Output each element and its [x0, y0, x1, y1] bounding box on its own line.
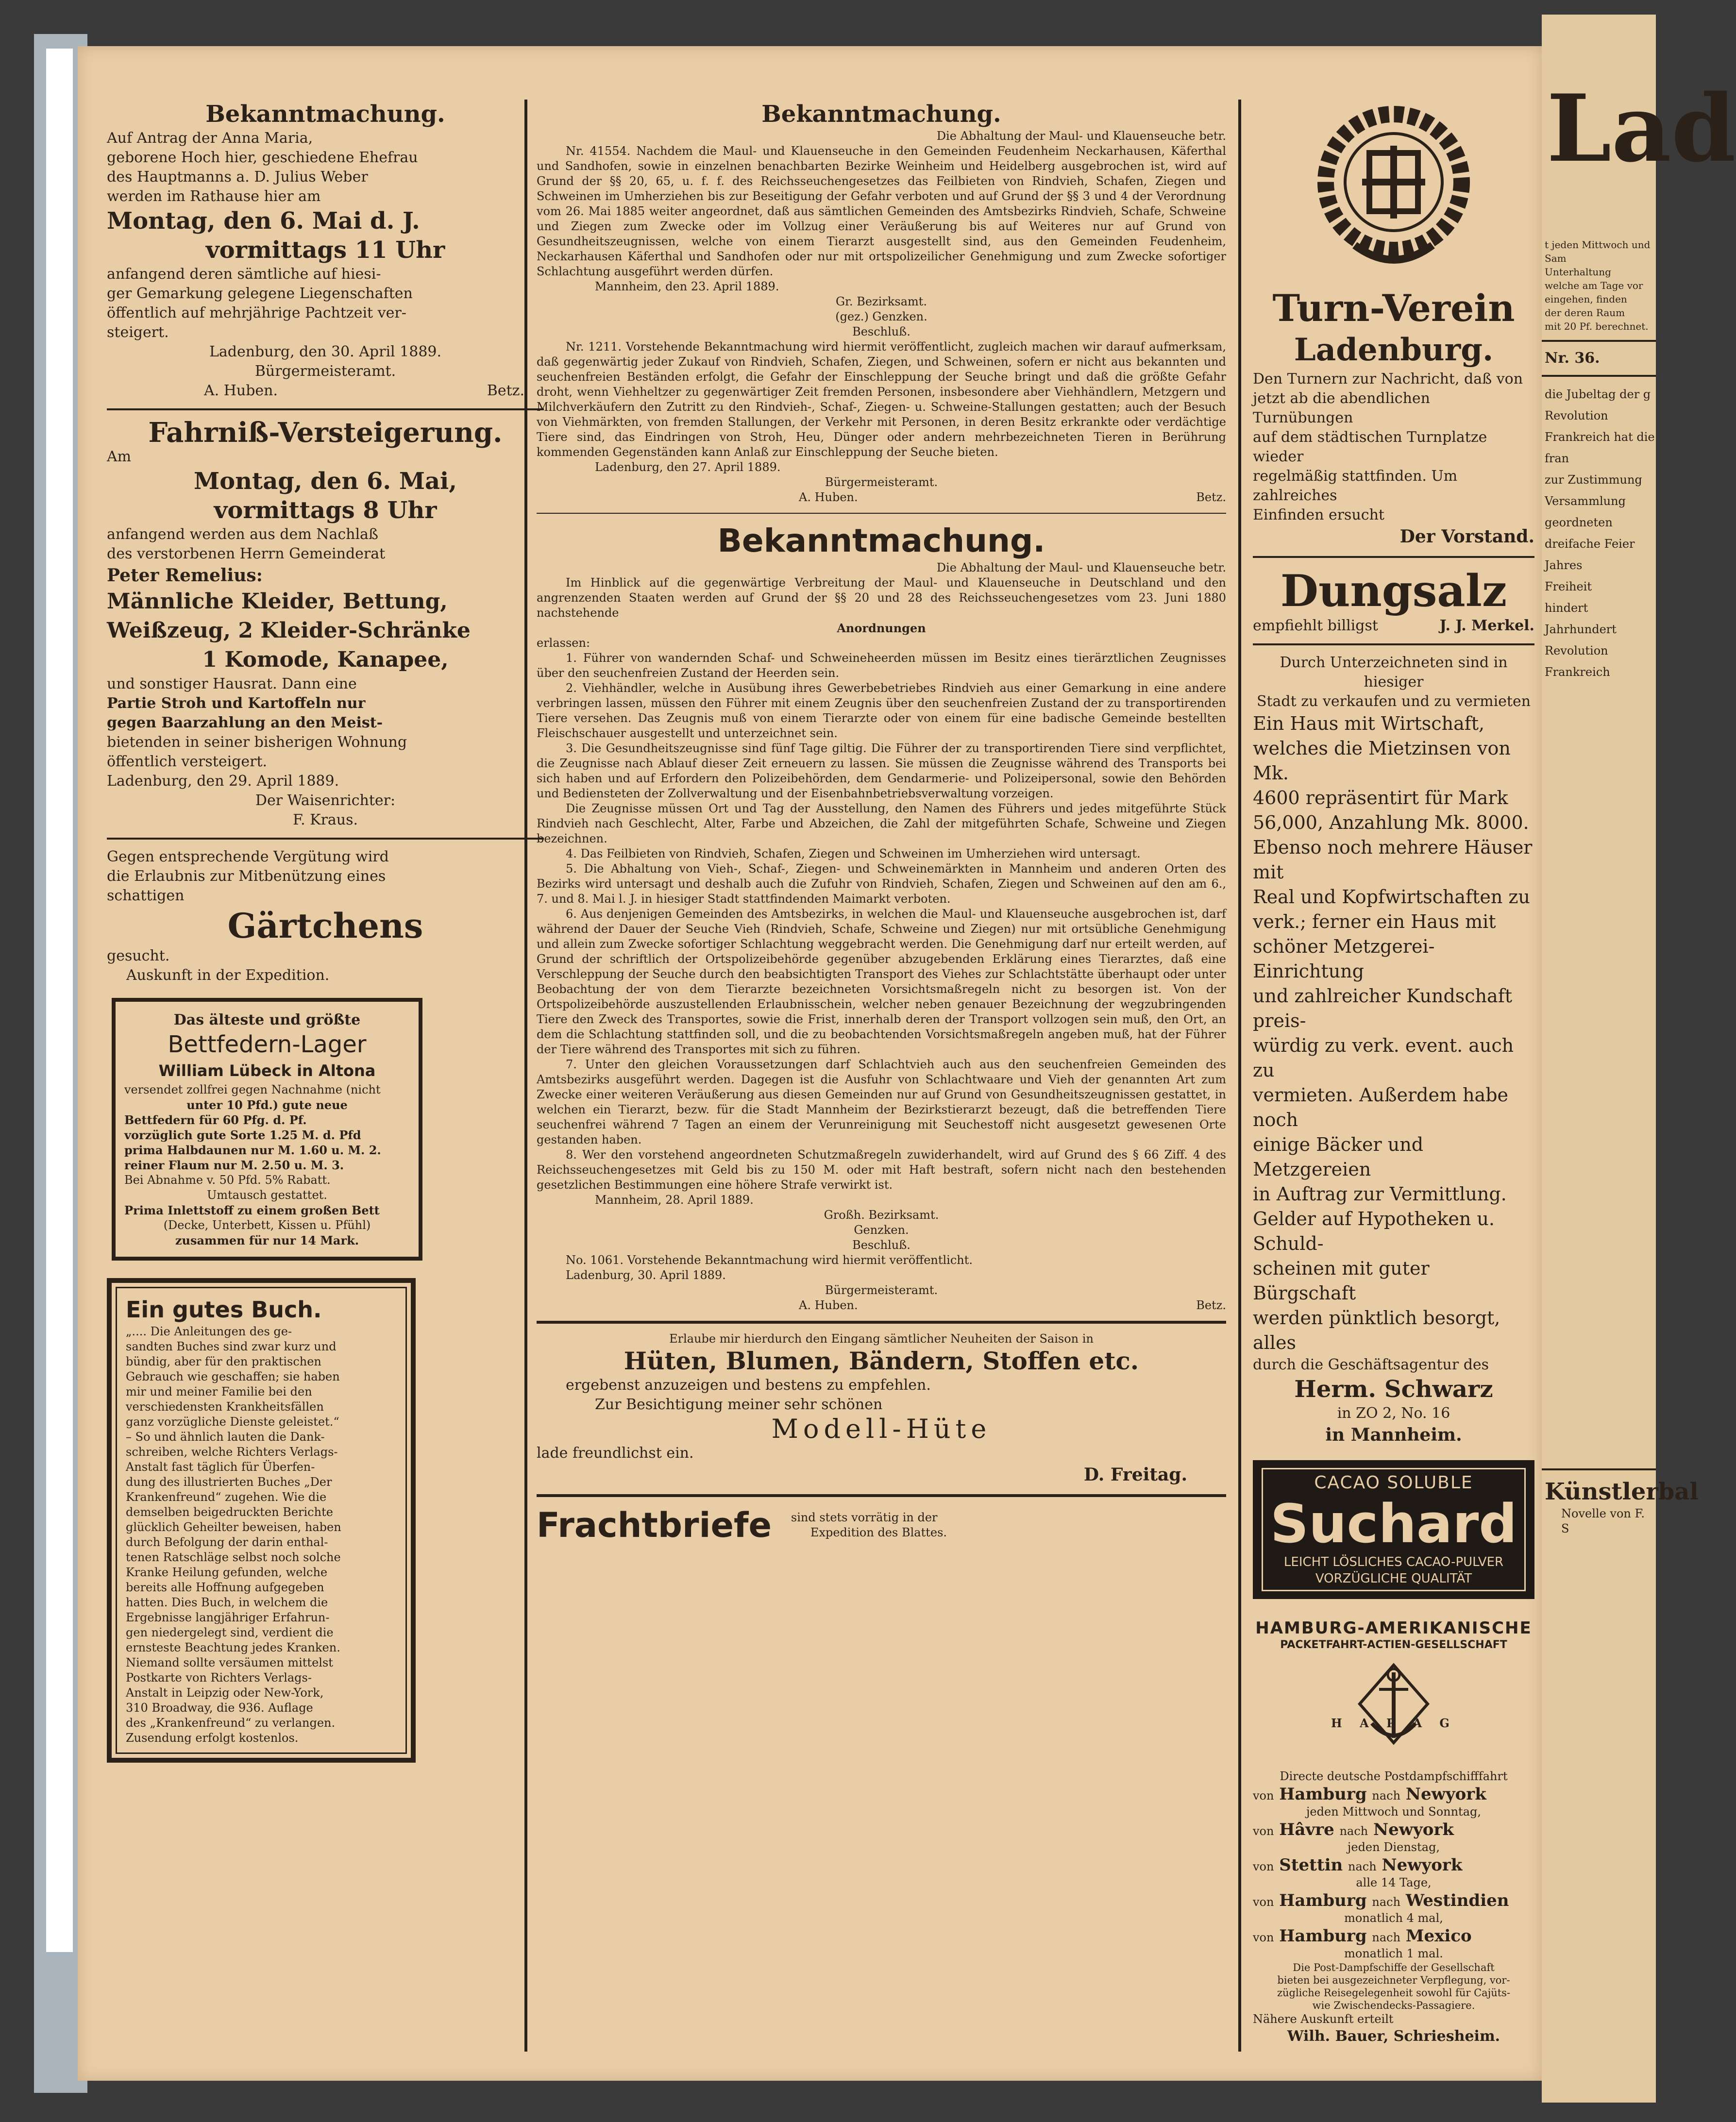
text-line: in Auftrag zur Vermittlung. [1253, 1183, 1507, 1205]
text-line: Am [107, 448, 132, 465]
notice-title: Fahrniß-Versteigerung. [148, 417, 503, 449]
text-line: Gegen entsprechende Vergütung wird [107, 848, 389, 865]
ad-headline: Frachtbriefe [537, 1505, 772, 1545]
text-line: Jahres [1545, 558, 1583, 572]
text-line: nach [1372, 1931, 1401, 1944]
column-right [1253, 100, 1534, 2046]
text-line: von [1253, 1895, 1274, 1909]
text-line: 310 Broadway, die 936. Auflage [126, 1701, 313, 1715]
ad-waybills [537, 1505, 1226, 1546]
text-line: Auf Antrag der Anna Maria, [107, 130, 313, 147]
notice-subject: Die Abhaltung der Maul- und Klauenseuche betr. [936, 561, 1226, 574]
ad-bedfeathers [112, 998, 422, 1261]
text-line: zügliche Reisegelegenheit sowohl für Cajüts- [1277, 1987, 1511, 1999]
ad-address: in ZO 2, No. 16 [1337, 1405, 1450, 1422]
text-line: des Hauptmanns a. D. Julius Weber [107, 168, 368, 185]
ad-headline: Dungsalz [1280, 565, 1507, 617]
text-line: tenen Ratschläge selbst noch solche [126, 1550, 341, 1564]
ad-garden [107, 847, 544, 985]
newspaper-page [78, 46, 1542, 2081]
text-line: Ergebnisse langjähriger Erfahrun- [126, 1611, 330, 1624]
route-origin: Hamburg [1279, 1891, 1367, 1910]
text-line: Freiheit [1545, 580, 1592, 593]
text-line: Krankenfreund“ zugehen. Wie die [126, 1490, 327, 1504]
text-line: „.... Die Anleitungen des ge- [126, 1325, 292, 1338]
column-middle [537, 100, 1226, 1546]
text-line: bieten bei ausgezeichneter Verpflegung, vor- [1277, 1974, 1510, 1986]
text-line: Den Turnern zur Nachricht, daß von [1253, 371, 1523, 387]
text-line: regelmäßig stattfinden. Um zahlreiches [1253, 468, 1458, 504]
route-item [1253, 1890, 1534, 1926]
ad-signature: D. Freitag. [1083, 1465, 1187, 1485]
notice-office: Gr. Bezirksamt. [835, 295, 927, 308]
text-line: Ein Haus mit Wirtschaft, [1253, 713, 1485, 734]
notice-place: Mannheim, den 23. April 1889. [595, 280, 779, 293]
text-line: von [1253, 1931, 1274, 1944]
notice-office: Bürgermeisteramt. [825, 475, 938, 489]
ad-book [107, 1278, 416, 1763]
ad-text-large [1253, 711, 1534, 1375]
notice-disease-1 [537, 100, 1226, 505]
binding-paper-edge [46, 49, 73, 1952]
notice-office: Der Waisenrichter: [255, 792, 396, 809]
ad-headline: Modell-Hüte [771, 1414, 992, 1444]
text-line: mir und meiner Familie bei den [126, 1385, 312, 1398]
text-line: die Jubeltag der g [1545, 387, 1651, 401]
text-line: sandten Buches sind zwar kurz und [126, 1340, 337, 1353]
text-line: durch Befolgung der darin enthal- [126, 1535, 328, 1549]
route-item [1253, 1784, 1534, 1819]
text-line: Zusendung erfolgt kostenlos. [126, 1731, 299, 1745]
ad-fertilizer [1253, 566, 1534, 636]
ordinance-heading: Anordnungen [837, 621, 926, 635]
ad-text [126, 1324, 397, 1746]
ordinance-item: 5. Die Abhaltung von Vieh-, Schaf-, Ziegen- und Schweinemärkten in Mannheim und anderen Orten des Bezirks wird untersagt und deshalb auch die Zufuhr von Rindvieh, Schafen, Ziegen und Schweinen auf den am 6., 7. und 8. Mai l. J. in hiesiger Stadt stattfindenden Maimarkt verboten. [537, 862, 1226, 906]
ad-text [1253, 653, 1534, 711]
text-line: Anstalt fast täglich für Überfen- [126, 1460, 315, 1474]
route-origin: Hamburg [1279, 1785, 1367, 1804]
notice-subject: Die Abhaltung der Maul- und Klauenseuche betr. [936, 129, 1226, 143]
route-origin: Hamburg [1279, 1926, 1367, 1946]
ad-headline: Bettfedern-Lager [168, 1031, 367, 1058]
route-destination: Newyork [1373, 1820, 1454, 1839]
route-destination: Mexico [1405, 1926, 1472, 1946]
text-line: Partie Stroh und Kartoffeln nur [107, 695, 366, 712]
article-text [1542, 384, 1656, 683]
column-left [107, 100, 544, 1763]
ordinance-item: 6. Aus denjenigen Gemeinden des Amtsbezirks, in welchen die Maul- und Klauenseuche ausgebrochen ist, darf während der Dauer der Seuche Vieh (Rindvieh, Schafe, Schweine und Ziegen) nur mit ortsübliche Genehmigung und allein zum Zwecke sofortiger Schlachtung weggebracht werden. Die Genehmigung darf nur erteilt werden, auf Grund der schriftlich der Ortspolizeibehörde gegenüber abzugebenden Erklärung eines Tierarztes, daß eine Verschleppung der Seuche durch den beabsichtigten Transport des Viehes zur Schlachtstätte überhaupt oder unter Beobachtung der von dem Tierarzte bezeichneten Vorsichtsmaßregeln nicht zu besorgen ist. Von der Ortspolizeibehörde auszustellenden Erlaubnisschein, welcher neben genauer Bezeichnung der wegzubringenden Tiere den Zweck des Transportes, sowie die Frist, innerhalb deren der Transport vollzogen sein muß, den Ort, an dem die Schlachtung stattfinden soll, und die zu beobachtenden Vorsichtsmaßregeln angeben muß, hat der Führer der Tiere während des Transportes mit sich zu führen. [537, 907, 1226, 1056]
ad-text [1253, 370, 1534, 525]
auction-items: Männliche Kleider, Bettung, [107, 589, 448, 614]
ad-subheadline: Ladenburg. [1294, 332, 1494, 368]
ad-company: William Lübeck in Altona [158, 1061, 376, 1080]
text-line: zur Zustimmung [1545, 473, 1642, 487]
text-line: öffentlich auf mehrjährige Pachtzeit ver- [107, 304, 406, 321]
route-item [1253, 1855, 1534, 1890]
ad-headline: Gärtchens [227, 906, 423, 946]
ad-book-inner [116, 1287, 407, 1754]
ad-text [107, 847, 544, 906]
anchor-icon [1345, 1655, 1442, 1752]
notice-place: Ladenburg, den 29. April 1889. [107, 773, 339, 790]
text-line: werden pünktlich besorgt, alles [1253, 1307, 1500, 1353]
divider [1253, 643, 1534, 645]
ad-text [107, 946, 544, 985]
text-line: und zahlreicher Kundschaft preis- [1253, 985, 1513, 1031]
ad-text: Erlaube mir hierdurch den Eingang sämtlicher Neuheiten der Saison in [669, 1332, 1094, 1346]
notice-auction [107, 418, 544, 830]
signature: A. Huben. [204, 382, 278, 399]
serial-author: Novelle von F. S [1561, 1507, 1645, 1535]
text-line: dreifache Feier [1545, 537, 1635, 551]
text-line: glücklich Geheilter beweisen, haben [126, 1520, 341, 1534]
text-line: Prima Inlettstoff zu einem großen Bett [124, 1203, 380, 1217]
divider [537, 513, 1226, 514]
divider [1542, 375, 1656, 377]
text-line: vermieten. Außerdem habe noch [1253, 1084, 1509, 1130]
ad-text: lade freundlichst ein. [537, 1445, 694, 1462]
signature: Betz. [1196, 490, 1226, 504]
route-frequency: jeden Dienstag, [1347, 1840, 1440, 1854]
text-line: schöner Metzgerei-Einrichtung [1253, 936, 1435, 982]
route-destination: Newyork [1382, 1855, 1463, 1875]
text-line: von [1253, 1789, 1274, 1802]
ad-city: in Mannheim. [1325, 1425, 1462, 1445]
text-line: Versammlung [1545, 494, 1626, 508]
ordinance-item: 3. Die Gesundheitszeugnisse sind fünf Tage giltig. Die Führer der zu transportirenden Tiere sind verpflichtet, die Zeugnisse nach Ablauf dieser Zeit erneuern zu lassen. Sie müssen die Zeugnisse während des Transports bei sich haben und auf Erfordern den Polizeibehörden, dem Gendarmerie- und Polizeipersonal, sowie den Behörden und Bediensteten der Zollverwaltung und der Eisenbahnbetriebsverwaltung vorzeigen. [537, 741, 1226, 800]
text-line: bündig, aber für den praktischen [126, 1355, 321, 1368]
text-line: Frankreich hat die fran [1545, 430, 1655, 465]
text-line: nach [1339, 1824, 1368, 1838]
notice-text [107, 265, 544, 342]
text-line: Bei Abnahme v. 50 Pfd. 5% Rabatt. [124, 1173, 331, 1187]
ad-suchard [1253, 1460, 1534, 1599]
notice-title: Bekanntmachung. [717, 522, 1045, 559]
text-line: Durch Unterzeichneten sind in hiesiger [1280, 654, 1508, 690]
ad-text [124, 1082, 410, 1248]
ad-hats [537, 1331, 1226, 1486]
text-line: Bettfedern für 60 Pfg. d. Pf. [124, 1113, 307, 1127]
ad-tagline: Das älteste und größte [173, 1011, 361, 1028]
signature: A. Huben. [799, 1298, 858, 1312]
ad-signature: Herm. Schwarz [1294, 1376, 1493, 1403]
route-frequency: monatlich 4 mal, [1344, 1911, 1443, 1925]
text-line: 56,000, Anzahlung Mk. 8000. [1253, 812, 1529, 833]
text-line: geordneten [1545, 516, 1613, 529]
text-line: hatten. Dies Buch, in welchem die [126, 1596, 328, 1609]
text-line: einige Bäcker und Metzgereien [1253, 1134, 1424, 1180]
text-line: welches die Mietzinsen von Mk. [1253, 738, 1511, 784]
auction-items: Weißzeug, 2 Kleider-Schränke [107, 618, 471, 643]
text-line: Gelder auf Hypotheken u. Schuld- [1253, 1208, 1495, 1254]
text-line: Revolution [1545, 409, 1608, 422]
notice-place: Ladenburg, den 27. April 1889. [595, 460, 781, 474]
text-line: Umtausch gestattet. [207, 1188, 327, 1202]
text-line: Real und Kopfwirtschaften zu [1253, 886, 1530, 908]
text-line: ganz vorzügliche Dienste geleistet.“ [126, 1415, 339, 1429]
notice-signatures [107, 381, 544, 401]
text-line: Auskunft in der Expedition. [126, 967, 330, 984]
text-line: geborene Hoch hier, geschiedene Ehefrau [107, 149, 418, 166]
text-line: hindert [1545, 601, 1588, 615]
route-list [1253, 1784, 1534, 1961]
text-line: Einfinden ersucht [1253, 506, 1384, 523]
notice-text [107, 525, 544, 564]
serial-section [1542, 1462, 1699, 1536]
deceased-name: Peter Remelius: [107, 565, 263, 586]
text-line: anfangend werden aus dem Nachlaß [107, 526, 378, 543]
route-item [1253, 1926, 1534, 1961]
auction-items: 1 Komode, Kanapee, [202, 647, 449, 672]
brand-logo-text: Suchard [1270, 1493, 1517, 1555]
ad-text-small [1253, 1961, 1534, 2012]
text-line: erlassen: [537, 636, 590, 650]
text-line: ernsteste Beachtung jedes Kranken. [126, 1641, 340, 1654]
logo-letters: H A P A G [1331, 1716, 1456, 1730]
ad-text [791, 1510, 947, 1540]
notice-disease-2 [537, 522, 1226, 1313]
company-subtitle: PACKETFAHRT-ACTIEN-GESELLSCHAFT [1280, 1639, 1507, 1651]
text-line: steigert. [107, 324, 169, 341]
text-line: mit 20 Pf. berechnet. [1545, 320, 1649, 332]
text-line: von [1253, 1860, 1274, 1873]
text-line: Unterhaltung [1545, 266, 1611, 278]
divider [1542, 1468, 1656, 1470]
divider [1253, 556, 1534, 558]
column-rule [524, 100, 527, 2052]
route-frequency: jeden Mittwoch und Sonntag, [1306, 1805, 1481, 1819]
text-line: nach [1348, 1860, 1377, 1873]
text-line: durch die Geschäftsagentur des [1253, 1356, 1489, 1373]
divider [537, 1494, 1226, 1497]
issue-number: Nr. 36. [1545, 350, 1600, 367]
ad-tagline: CACAO SOLUBLE [1314, 1473, 1473, 1493]
notice-office: Bürgermeisteramt. [254, 363, 396, 380]
text-line: werden im Rathause hier am [107, 188, 321, 205]
text-line: die Erlaubnis zur Mitbenützung eines [107, 868, 386, 885]
ad-text [1253, 616, 1534, 636]
text-line: – So und ähnlich lauten die Dank- [126, 1430, 325, 1444]
text-line: schreiben, welche Richters Verlags- [126, 1445, 338, 1459]
text-line: 4600 repräsentirt für Mark [1253, 787, 1508, 808]
ordinance-item: 4. Das Feilbieten von Rindvieh, Schafen, Ziegen und Schweinen im Umherziehen wird untersagt. [566, 847, 1141, 860]
notice-office: Großh. Bezirksamt. [824, 1208, 939, 1222]
text-line: von [1253, 1824, 1274, 1838]
signature: (gez.) Genzken. [835, 310, 927, 323]
route-destination: Westindien [1405, 1891, 1509, 1910]
notice-text: Im Hinblick auf die gegenwärtige Verbreitung der Maul- und Klauenseuche in Deutschland und den angrenzenden Staaten werden auf Grund der §§ 20 und 28 des Reichsseuchengesetzes vom 23. Juni 1880 nachstehende [537, 576, 1226, 620]
ordinance-item: 2. Viehhändler, welche in Ausübung ihres Gewerbebetriebes Rindvieh aus einer Gemarkung in eine andere verbringen lassen, müssen den Führer mit einem Zeugnis über den seuchenfreien Zustand der zu transportirenden Tiere versehen. Das Zeugnis muß von einem Tierarzte oder von einem für eine badische Gemeinde bestellten Fleischschauer ausgestellt und unterzeichnet sein. [537, 681, 1226, 740]
ad-signature: Der Vorstand. [1399, 526, 1534, 547]
ordinance-list [537, 651, 1226, 1193]
text-line: Postkarte von Richters Verlags- [126, 1671, 312, 1684]
text-line: reiner Flaum nur M. 2.50 u. M. 3. [124, 1158, 344, 1172]
divider [1542, 340, 1656, 342]
route-destination: Newyork [1405, 1785, 1486, 1804]
signature: Genzken. [854, 1223, 909, 1237]
column-rule [1238, 100, 1241, 2052]
serial-title: Künstlerbal [1545, 1478, 1699, 1505]
notice-place: Mannheim, 28. April 1889. [595, 1193, 754, 1207]
text-line: öffentlich versteigert. [107, 753, 268, 770]
text-line: scheinen mit guter Bürgschaft [1253, 1258, 1430, 1304]
text-line: Expedition des Blattes. [810, 1526, 947, 1539]
notice-text: No. 1061. Vorstehende Bekanntmachung wird hiermit veröffentlicht. [566, 1253, 973, 1267]
notice-office: Bürgermeisteramt. [825, 1283, 938, 1297]
ad-text: Zur Besichtigung meiner sehr schönen [595, 1396, 883, 1413]
text-line: Die Post-Dampfschiffe der Gesellschaft [1293, 1962, 1495, 1973]
hapag-emblem [1253, 1618, 1534, 1769]
resolution-heading: Beschluß. [852, 1238, 910, 1252]
ad-text: VORZÜGLICHE QUALITÄT [1315, 1571, 1472, 1586]
route-frequency: monatlich 1 mal. [1344, 1947, 1443, 1960]
ordinance-item: 7. Unter den gleichen Voraussetzungen darf Schlachtvieh auch aus den seuchenfreien Gemeinden des Amtsbezirks ausgeführt werden. Dagegen ist die Ausfuhr von Schlachtwaare und Vieh der genannten Art zum Zwecke einer weiteren Veräußerung aus diesen Gemeinden nur auf Grund von Gesundheitszeugnissen gestattet, in welchen ein Tierarzt, bezw. für die Stadt Mannheim der Bezirkstierarzt bezeugt, daß die betreffenden Tiere seuchenfrei während 7 Tagen an einem der Verunreinigung mit Seuchestoff nicht ausgesetzt gewesenen Orte gestanden haben. [537, 1058, 1226, 1146]
text-line: Frankreich [1545, 665, 1610, 679]
text-line: schattigen [107, 887, 185, 904]
text-line: t jeden Mittwoch und Sam [1545, 239, 1651, 264]
signature: Betz. [487, 382, 524, 399]
ordinance-item: 8. Wer den vorstehend angeordneten Schutzmaßregeln zuwiderhandelt, wird auf Grund des § 66 Ziff. 4 des Reichsseuchengesetzes mit Geld bis zu 150 M. oder mit Haft bestraft, sofern nicht nach den bestehenden gesetzlichen Bestimmungen eine höhere Strafe verwirkt ist. [537, 1148, 1226, 1192]
ad-text: Directe deutsche Postdampfschifffahrt [1280, 1769, 1508, 1783]
divider [107, 838, 544, 840]
ad-text: LEICHT LÖSLICHES CACAO-PULVER [1283, 1555, 1504, 1569]
text-line: der deren Raum [1545, 307, 1625, 319]
notice-title: Bekanntmachung. [761, 101, 1001, 128]
text-line: Gebrauch wie geschaffen; sie haben [126, 1370, 340, 1383]
text-line: wie Zwischendecks-Passagiere. [1312, 2000, 1475, 2011]
text-line: Ebenso noch mehrere Häuser mit [1253, 837, 1533, 883]
signature: F. Kraus. [292, 811, 358, 828]
notice-lease [107, 100, 544, 401]
text-line: gen niedergelegt sind, verdient die [126, 1626, 334, 1639]
notice-date: Montag, den 6. Mai, [193, 468, 457, 495]
text-line: demselben beigedruckten Berichte [126, 1505, 333, 1519]
ad-suchard-frame [1262, 1468, 1526, 1591]
text-line: verk.; ferner ein Haus mit [1253, 911, 1496, 932]
text-line: Jahrhundert [1545, 623, 1617, 636]
text-line: Anstalt in Leipzig oder New-York, [126, 1686, 324, 1700]
text-line: eingehen, finden [1545, 293, 1627, 305]
text-line: versendet zollfrei gegen Nachnahme (nicht [124, 1083, 381, 1096]
text-line: prima Halbdaunen nur M. 1.60 u. M. 2. [124, 1143, 381, 1157]
route-origin: Hâvre [1279, 1820, 1334, 1839]
ad-headline: Hüten, Blumen, Bändern, Stoffen etc. [624, 1347, 1139, 1375]
text-line: vorzüglich gute Sorte 1.25 M. d. Pfd [124, 1128, 361, 1142]
text-line: auf dem städtischen Turnplatze wieder [1253, 429, 1487, 465]
text-line: welche am Tage vor [1545, 280, 1643, 291]
text-line: ger Gemarkung gelegene Liegenschaften [107, 285, 413, 302]
text-line: anfangend deren sämtliche auf hiesi- [107, 266, 381, 283]
resolution-heading: Beschluß. [852, 325, 910, 338]
notice-text: Nr. 41554. Nachdem die Maul- und Klauenseuche in den Gemeinden Feudenheim Neckarhausen, Käferthal und Sandhofen, sowie in einzelnen benachbarten Bezirke Weinheim und Heidelberg ausgebrochen ist, wird auf Grund der §§ 20, 65, u. f. f. des Reichsseuchengesetzes das Feilbieten von Rindvieh, Schafen, Ziegen und Schweinen im Umherziehen bis zur Beseitigung der Gefahr verboten und auf Grund der §§ 3 und 4 der Verordnung vom 26. Mai 1885 weiter angeordnet, daß aus sämtlichen Gemeinden des Amtsbezirks Rindvieh, Schafe, Schweine und Ziegen zum Zwecke oder im Vollzug einer Veräußerung bis auf Weiteres nur auf Grund von Gesundheitszeugnissen, welche von einem Tierarzt ausgestellt sind, aus den Gemeinden Feudenheim, Neckarhausen Käferthal und Sandhofen oder nur mit ortspolizeilicher Genehmigung und zum Zwecke sofortiger Schlachtung ausgeführt werden dürfen. [537, 144, 1226, 278]
notice-text: Nr. 1211. Vorstehende Bekanntmachung wird hiermit veröffentlicht, zugleich machen wir darauf aufmerksam, daß gegenwärtig jeder Zukauf von Rindvieh, Schafen, Ziegen, und Schweinen, sofern er nicht aus bekannten und seuchenfreien Beständen erfolgt, die Gefahr der Einschleppung der Seuche bringt und daß die größte Gefahr droht, wenn Viehheltzer zu gegenwärtiger Zeit fremden Personen, insbesondere aber Viehhändlern, Metzgern und Milchverkäufern den Zutritt zu den Rindvieh-, Schaf-, Ziegen- u. Schweine-Stallungen gestatten; auch der Besuch von Viehmärkten, von fremden Stallungen, der Verkehr mit Personen, in deren Besitz erkrankte oder verdächtige Tiere sind, das Eindringen von Stroh, Heu, Dünger oder andern mehrbezeichneten Tieren in Berührung kommenden Gegenständen kann Anlaß zur Einschleppung der Seuche bieten. [537, 340, 1226, 459]
divider [537, 1321, 1226, 1324]
masthead: Lad [1547, 74, 1736, 183]
text-line: gesucht. [107, 947, 170, 964]
notice-signatures [537, 1298, 1226, 1313]
route-origin: Stettin [1279, 1855, 1343, 1875]
notice-text [107, 129, 544, 206]
ad-hapag [1253, 1618, 1534, 2046]
text-line: Kranke Heilung gefunden, welche [126, 1566, 328, 1579]
text-line: Stadt zu verkaufen und zu vermieten [1256, 693, 1531, 710]
ad-headline: Ein gutes Buch. [126, 1297, 322, 1323]
notice-signatures [537, 490, 1226, 505]
divider [107, 408, 544, 410]
notice-time: vormittags 8 Uhr [214, 497, 437, 524]
text-line: des „Krankenfreund“ zu verlangen. [126, 1716, 336, 1730]
wreath-emblem [1253, 100, 1534, 286]
ad-text: Nähere Auskunft erteilt [1253, 2012, 1394, 2026]
text-line: würdig zu verk. event. auch zu [1253, 1035, 1514, 1081]
route-frequency: alle 14 Tage, [1356, 1876, 1432, 1889]
wreath-icon [1301, 100, 1486, 284]
ad-agent: Wilh. Bauer, Schriesheim. [1287, 2028, 1500, 2045]
text-line: nach [1372, 1895, 1401, 1909]
text-line: nach [1372, 1789, 1401, 1802]
text-line: dung des illustrierten Buches „Der [126, 1475, 332, 1489]
notice-place: Ladenburg, den 30. April 1889. [209, 343, 442, 360]
notice-date: Montag, den 6. Mai d. J. [107, 207, 420, 235]
adjacent-page [1542, 15, 1736, 2103]
text-line: und sonstiger Hausrat. Dann eine [107, 675, 357, 692]
ad-text: ergebenst anzuzeigen und bestens zu empfehlen. [566, 1377, 931, 1394]
ad-realestate [1253, 653, 1534, 1447]
text-line: sind stets vorrätig in der [791, 1511, 938, 1524]
notice-title: Bekanntmachung. [205, 101, 445, 128]
text-line: (Decke, Unterbett, Kissen u. Pfühl) [163, 1218, 371, 1232]
text-line: zusammen für nur 14 Mark. [175, 1233, 359, 1247]
text-line: unter 10 Pfd.) gute neue [186, 1098, 348, 1112]
text-line: Revolution [1545, 644, 1608, 657]
route-item [1253, 1819, 1534, 1855]
ordinance-item: 1. Führer von wandernden Schaf- und Schweineheerden müssen im Besitz eines tierärztlichen Zeugnisses über den seuchenfreien Zustand der Heerden sein. [537, 651, 1226, 680]
text-line: Niemand sollte versäumen mittelst [126, 1656, 333, 1669]
ad-signature: J. J. Merkel. [1439, 617, 1534, 634]
text-line: gegen Baarzahlung an den Meist- [107, 714, 383, 731]
ad-gymnastics [1253, 100, 1534, 548]
text-line: bietenden in seiner bisherigen Wohnung [107, 734, 407, 751]
masthead-notes [1542, 238, 1656, 333]
notice-place: Ladenburg, 30. April 1889. [566, 1268, 726, 1282]
text-line: empfiehlt billigst [1253, 617, 1378, 634]
signature: A. Huben. [799, 490, 858, 504]
text-line: jetzt ab die abendlichen Turnübungen [1253, 390, 1430, 426]
notice-text [107, 674, 544, 772]
text-line: des verstorbenen Herrn Gemeinderat [107, 545, 386, 562]
signature: Betz. [1196, 1298, 1226, 1312]
notice-time: vormittags 11 Uhr [205, 236, 445, 264]
text-line: verschiedensten Krankheitsfällen [126, 1400, 324, 1414]
ordinance-item: Die Zeugnisse müssen Ort und Tag der Ausstellung, den Namen des Führers und jedes mitgeführte Stück Rindvieh nach Geschlecht, Alter, Farbe und Abzeichen, die Zahl der mitgeführten Schafe, Schweine und Ziegen bezeichnen. [537, 802, 1226, 845]
text-line: bereits alle Hoffnung aufgegeben [126, 1581, 324, 1594]
company-name: HAMBURG-AMERIKANISCHE [1255, 1618, 1532, 1638]
ad-headline: Turn-Verein [1272, 286, 1515, 330]
